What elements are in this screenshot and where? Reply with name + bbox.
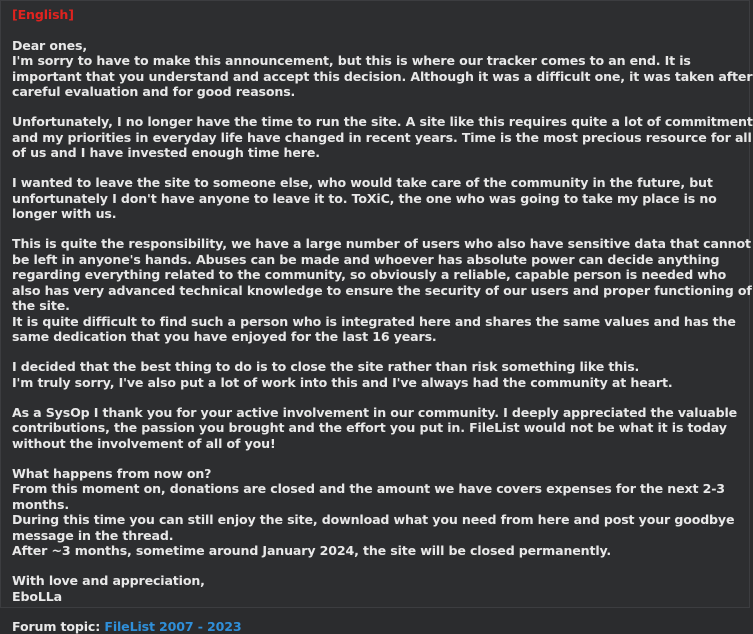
announcement-paragraph xyxy=(12,175,739,222)
announcement-line: Dear ones, xyxy=(12,38,739,54)
announcement-line: same dedication that you have enjoyed for the last 16 years. xyxy=(12,329,739,345)
announcement-line: During this time you can still enjoy the site, download what you need from here and post your goodbye xyxy=(12,512,739,528)
announcement-line: message in the thread. xyxy=(12,528,739,544)
announcement-line: important that you understand and accept this decision. Although it was a difficult one, it was taken after xyxy=(12,69,739,85)
announcement-line: months. xyxy=(12,497,739,513)
announcement-line: I'm truly sorry, I've also put a lot of work into this and I've always had the community at heart. xyxy=(12,375,739,391)
announcement-line: the site. xyxy=(12,298,739,314)
announcement-line: I wanted to leave the site to someone else, who would take care of the community in the future, but xyxy=(12,175,739,191)
announcement-paragraph xyxy=(12,38,739,100)
announcement-line: EboLLa xyxy=(12,589,739,605)
announcement-line: without the involvement of all of you! xyxy=(12,436,739,452)
announcement-line: I'm sorry to have to make this announcement, but this is where our tracker comes to an end. It is xyxy=(12,53,739,69)
forum-topic-line xyxy=(12,619,739,634)
announcement-paragraph xyxy=(12,466,739,559)
announcement-paragraph xyxy=(12,405,739,452)
announcement-line: contributions, the passion you brought and the effort you put in. FileList would not be what it is today xyxy=(12,420,739,436)
forum-topic-label: Forum topic: xyxy=(12,619,100,634)
announcement-line: What happens from now on? xyxy=(12,466,739,482)
announcement-line: This is quite the responsibility, we have a large number of users who also have sensitive data that cannot xyxy=(12,236,739,252)
announcement-line: regarding everything related to the community, so obviously a reliable, capable person is needed who xyxy=(12,267,739,283)
announcement-line: and my priorities in everyday life have changed in recent years. Time is the most precious resource for all xyxy=(12,130,739,146)
announcement-line: be left in anyone's hands. Abuses can be made and whoever has absolute power can decide anything xyxy=(12,252,739,268)
announcement-line: unfortunately I don't have anyone to leave it to. ToXiC, the one who was going to take my place is no xyxy=(12,191,739,207)
announcement-line: careful evaluation and for good reasons. xyxy=(12,84,739,100)
announcement-line: also has very advanced technical knowledge to ensure the security of our users and proper functioning of xyxy=(12,283,739,299)
announcement-paragraph xyxy=(12,573,739,604)
announcement-line: As a SysOp I thank you for your active involvement in our community. I deeply appreciated the valuable xyxy=(12,405,739,421)
announcement-body xyxy=(12,38,739,605)
announcement-line: longer with us. xyxy=(12,206,739,222)
announcement-line: After ~3 months, sometime around January 2024, the site will be closed permanently. xyxy=(12,543,739,559)
announcement-line: of us and I have invested enough time here. xyxy=(12,145,739,161)
forum-topic-link[interactable]: FileList 2007 - 2023 xyxy=(104,619,241,634)
announcement-line: With love and appreciation, xyxy=(12,573,739,589)
announcement-paragraph xyxy=(12,359,739,390)
announcement-line: It is quite difficult to find such a person who is integrated here and shares the same values and has the xyxy=(12,314,739,330)
language-tag: [English] xyxy=(12,7,739,23)
announcement-paragraph xyxy=(12,114,739,161)
announcement-line: I decided that the best thing to do is to close the site rather than risk something like this. xyxy=(12,359,739,375)
announcement-paragraph xyxy=(12,236,739,345)
announcement-line: From this moment on, donations are closed and the amount we have covers expenses for the next 2-3 xyxy=(12,481,739,497)
announcement-line: Unfortunately, I no longer have the time to run the site. A site like this requires quite a lot of commitment xyxy=(12,114,739,130)
